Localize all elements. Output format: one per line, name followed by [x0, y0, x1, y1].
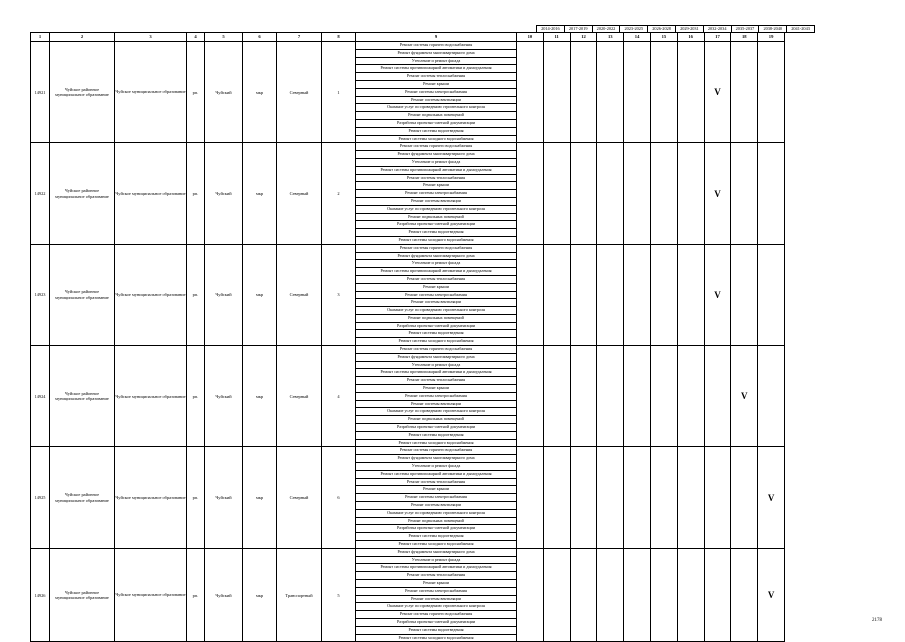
district-cell: Чуйское районное муниципальное образование [50, 143, 115, 244]
period-mark-cell [677, 548, 704, 642]
work-type-cell: Ремонт системы водоотведения [356, 330, 517, 338]
period-mark-cell [650, 548, 677, 642]
period-mark-cell: V [704, 42, 731, 143]
work-type-cell: Ремонт системы холодного водоснабжения [356, 338, 517, 346]
work-type-cell: Ремонт системы электроснабжения [356, 392, 517, 400]
work-type-cell: Ремонт системы вентиляции [356, 197, 517, 205]
work-type-cell: Ремонт крыши [356, 80, 517, 88]
period-mark-cell [650, 447, 677, 548]
locality-type-cell: рп. [187, 447, 205, 548]
column-number-cell: 16 [677, 33, 704, 42]
municipality-cell: Чуйское муниципальное образование [115, 447, 187, 548]
street-cell: Северный [277, 143, 322, 244]
street-type-cell: мкр [243, 447, 277, 548]
work-type-cell: Ремонт системы теплоснабжения [356, 478, 517, 486]
work-type-cell: Разработка проектно-сметной документации [356, 322, 517, 330]
period-header-cell: 2026-2028 [648, 26, 676, 33]
period-mark-cell [704, 548, 731, 642]
work-type-cell: Утепление и ремонт фасада [356, 556, 517, 564]
period-header-cell: 2032-2034 [703, 26, 731, 33]
street-type-cell: мкр [243, 244, 277, 345]
locality-cell: Чуйский [205, 447, 243, 548]
period-mark-cell [624, 548, 651, 642]
record-id-cell: 14923 [31, 244, 50, 345]
municipality-cell: Чуйское муниципальное образование [115, 548, 187, 642]
work-type-cell: Оказание услуг по проведению строительного контроля [356, 509, 517, 517]
period-mark-cell [570, 447, 597, 548]
work-type-cell: Ремонт фундамента многоквартирного дома [356, 151, 517, 159]
period-mark-cell [543, 42, 570, 143]
period-mark-cell [597, 346, 624, 447]
period-mark-cell [570, 244, 597, 345]
work-type-cell: Разработка проектно-сметной документации [356, 221, 517, 229]
work-type-cell: Разработка проектно-сметной документации [356, 618, 517, 626]
period-mark-cell [597, 548, 624, 642]
period-mark-cell [624, 346, 651, 447]
work-type-cell: Ремонт крыши [356, 486, 517, 494]
period-header-cell: 2017-2019 [564, 26, 592, 33]
period-mark-cell [597, 244, 624, 345]
locality-cell: Чуйский [205, 548, 243, 642]
work-type-cell: Ремонт системы вентиляции [356, 96, 517, 104]
period-mark-cell: V [758, 548, 785, 642]
column-number-cell: 18 [731, 33, 758, 42]
table-body [31, 33, 785, 642]
locality-type-cell: рп. [187, 244, 205, 345]
period-mark-cell [731, 42, 758, 143]
column-number-cell: 11 [543, 33, 570, 42]
street-type-cell: мкр [243, 143, 277, 244]
work-type-cell: Оказание услуг по проведению строительного контроля [356, 205, 517, 213]
district-cell: Чуйское районное муниципальное образование [50, 346, 115, 447]
period-mark-cell [597, 42, 624, 143]
period-mark-cell [570, 548, 597, 642]
period-mark-cell [517, 42, 544, 143]
period-header-cell: 2023-2025 [620, 26, 648, 33]
street-type-cell: мкр [243, 42, 277, 143]
period-mark-cell [624, 447, 651, 548]
record-id-cell: 14924 [31, 346, 50, 447]
column-number-cell: 4 [187, 33, 205, 42]
period-mark-cell [704, 447, 731, 548]
locality-type-cell: рп. [187, 346, 205, 447]
period-header-cell: 2014-2016 [537, 26, 565, 33]
column-number-cell: 17 [704, 33, 731, 42]
period-header-cell: 2029-2031 [675, 26, 703, 33]
district-cell: Чуйское районное муниципальное образование [50, 244, 115, 345]
house-number-cell: 3 [322, 244, 356, 345]
record-id-cell: 14925 [31, 447, 50, 548]
column-number-cell: 10 [517, 33, 544, 42]
work-type-cell: Ремонт подвальных помещений [356, 112, 517, 120]
work-type-cell: Ремонт системы холодного водоснабжения [356, 236, 517, 244]
work-type-cell: Разработка проектно-сметной документации [356, 119, 517, 127]
period-mark-cell [517, 346, 544, 447]
period-mark-cell [517, 143, 544, 244]
period-mark-cell: V [731, 346, 758, 447]
period-mark-cell [650, 244, 677, 345]
work-type-cell: Ремонт фундамента многоквартирного дома [356, 455, 517, 463]
period-mark-cell [731, 548, 758, 642]
street-cell: Северный [277, 244, 322, 345]
period-mark-cell [731, 143, 758, 244]
work-type-cell: Ремонт крыши [356, 182, 517, 190]
work-type-cell: Оказание услуг по проведению строительного контроля [356, 408, 517, 416]
capital-repair-table [30, 32, 785, 642]
locality-type-cell: рп. [187, 548, 205, 642]
work-type-cell: Ремонт системы вентиляции [356, 400, 517, 408]
street-cell: Северный [277, 42, 322, 143]
street-cell: Транспортный [277, 548, 322, 642]
period-mark-cell [624, 42, 651, 143]
record-id-cell: 14922 [31, 143, 50, 244]
locality-type-cell: рп. [187, 143, 205, 244]
work-type-cell: Ремонт подвальных помещений [356, 517, 517, 525]
work-type-cell: Ремонт системы противопожарной автоматики и дымоудаления [356, 65, 517, 73]
work-type-cell: Ремонт системы водоотведения [356, 626, 517, 634]
work-type-cell: Утепление и ремонт фасада [356, 361, 517, 369]
work-type-cell: Ремонт фундамента многоквартирного дома [356, 49, 517, 57]
column-number-cell: 2 [50, 33, 115, 42]
period-mark-cell [543, 346, 570, 447]
column-number-cell: 19 [758, 33, 785, 42]
house-number-cell: 1 [322, 42, 356, 143]
period-mark-cell: V [704, 143, 731, 244]
work-type-cell: Ремонт системы вентиляции [356, 502, 517, 510]
work-type-cell: Ремонт системы водоотведения [356, 431, 517, 439]
column-number-row [31, 33, 785, 42]
work-type-cell: Ремонт системы теплоснабжения [356, 377, 517, 385]
work-type-cell: Утепление и ремонт фасада [356, 463, 517, 471]
work-type-cell: Ремонт системы электроснабжения [356, 88, 517, 96]
period-mark-cell [677, 143, 704, 244]
work-type-cell: Ремонт системы холодного водоснабжения [356, 439, 517, 447]
locality-cell: Чуйский [205, 42, 243, 143]
period-mark-cell [677, 346, 704, 447]
work-type-cell: Утепление и ремонт фасада [356, 57, 517, 65]
column-number-cell: 7 [277, 33, 322, 42]
work-type-cell: Ремонт системы водоотведения [356, 533, 517, 541]
street-type-cell: мкр [243, 346, 277, 447]
district-cell: Чуйское районное муниципальное образование [50, 447, 115, 548]
work-type-cell: Ремонт системы противопожарной автоматики и дымоудаления [356, 268, 517, 276]
period-mark-cell [597, 143, 624, 244]
locality-cell: Чуйский [205, 346, 243, 447]
house-number-cell: 6 [322, 447, 356, 548]
period-mark-cell [570, 143, 597, 244]
table-row [31, 548, 785, 556]
period-header-cell: 2041-2043 [787, 26, 815, 33]
period-mark-cell [543, 244, 570, 345]
period-mark-cell [731, 244, 758, 345]
table-row [31, 143, 785, 151]
work-type-cell: Ремонт фундамента многоквартирного дома [356, 252, 517, 260]
municipality-cell: Чуйское муниципальное образование [115, 143, 187, 244]
period-mark-cell [758, 42, 785, 143]
period-mark-cell [517, 548, 544, 642]
work-type-cell: Ремонт системы вентиляции [356, 299, 517, 307]
work-type-cell: Ремонт системы горячего водоснабжения [356, 244, 517, 252]
work-type-cell: Оказание услуг по проведению строительного контроля [356, 104, 517, 112]
work-type-cell: Ремонт системы электроснабжения [356, 494, 517, 502]
period-mark-cell [758, 244, 785, 345]
table-row [31, 244, 785, 252]
locality-type-cell: рп. [187, 42, 205, 143]
street-type-cell: мкр [243, 548, 277, 642]
work-type-cell: Ремонт системы противопожарной автоматики и дымоудаления [356, 369, 517, 377]
work-type-cell: Утепление и ремонт фасада [356, 158, 517, 166]
work-type-cell: Ремонт системы горячего водоснабжения [356, 42, 517, 50]
period-mark-cell [570, 42, 597, 143]
period-mark-cell [677, 447, 704, 548]
column-number-cell: 12 [570, 33, 597, 42]
period-mark-cell [597, 447, 624, 548]
work-type-cell: Ремонт крыши [356, 283, 517, 291]
work-type-cell: Ремонт системы электроснабжения [356, 190, 517, 198]
column-number-cell: 5 [205, 33, 243, 42]
work-type-cell: Оказание услуг по проведению строительного контроля [356, 307, 517, 315]
period-mark-cell [543, 143, 570, 244]
period-mark-cell [758, 346, 785, 447]
street-cell: Северный [277, 447, 322, 548]
work-type-cell: Ремонт подвальных помещений [356, 314, 517, 322]
district-cell: Чуйское районное муниципальное образование [50, 548, 115, 642]
column-number-cell: 8 [322, 33, 356, 42]
period-mark-cell [517, 447, 544, 548]
work-type-cell: Ремонт системы горячего водоснабжения [356, 611, 517, 619]
work-type-cell: Ремонт системы теплоснабжения [356, 73, 517, 81]
table-row [31, 447, 785, 455]
period-mark-cell: V [758, 447, 785, 548]
period-mark-cell [731, 447, 758, 548]
work-type-cell: Ремонт системы теплоснабжения [356, 572, 517, 580]
column-number-cell: 14 [624, 33, 651, 42]
work-type-cell: Ремонт системы теплоснабжения [356, 275, 517, 283]
work-type-cell: Ремонт системы горячего водоснабжения [356, 447, 517, 455]
period-mark-cell [543, 447, 570, 548]
work-type-cell: Ремонт крыши [356, 579, 517, 587]
locality-cell: Чуйский [205, 143, 243, 244]
period-mark-cell [570, 346, 597, 447]
house-number-cell: 5 [322, 548, 356, 642]
page-number: 2178 [872, 618, 882, 623]
work-type-cell: Ремонт системы вентиляции [356, 595, 517, 603]
period-mark-cell [650, 42, 677, 143]
column-number-cell: 9 [356, 33, 517, 42]
work-type-cell: Ремонт системы противопожарной автоматики и дымоудаления [356, 470, 517, 478]
period-mark-cell [650, 143, 677, 244]
work-type-cell: Ремонт системы противопожарной автоматики и дымоудаления [356, 166, 517, 174]
work-type-cell: Оказание услуг по проведению строительного контроля [356, 603, 517, 611]
district-cell: Чуйское районное муниципальное образование [50, 42, 115, 143]
period-mark-cell [704, 346, 731, 447]
column-number-cell: 13 [597, 33, 624, 42]
work-type-cell: Утепление и ремонт фасада [356, 260, 517, 268]
work-type-cell: Ремонт подвальных помещений [356, 416, 517, 424]
period-mark-cell [543, 548, 570, 642]
column-number-cell: 3 [115, 33, 187, 42]
work-type-cell: Ремонт системы холодного водоснабжения [356, 135, 517, 143]
work-type-cell: Ремонт системы водоотведения [356, 229, 517, 237]
work-type-cell: Разработка проектно-сметной документации [356, 525, 517, 533]
column-number-cell: 6 [243, 33, 277, 42]
work-type-cell: Ремонт системы электроснабжения [356, 587, 517, 595]
work-type-cell: Разработка проектно-сметной документации [356, 424, 517, 432]
period-mark-cell [677, 42, 704, 143]
municipality-cell: Чуйское муниципальное образование [115, 244, 187, 345]
column-number-cell: 1 [31, 33, 50, 42]
work-type-cell: Ремонт крыши [356, 385, 517, 393]
locality-cell: Чуйский [205, 244, 243, 345]
period-mark-cell [624, 244, 651, 345]
period-mark-cell [677, 244, 704, 345]
work-type-cell: Ремонт системы водоотведения [356, 127, 517, 135]
column-number-cell: 15 [650, 33, 677, 42]
period-mark-cell [517, 244, 544, 345]
period-mark-cell [650, 346, 677, 447]
work-type-cell: Ремонт фундамента многоквартирного дома [356, 353, 517, 361]
street-cell: Северный [277, 346, 322, 447]
period-header-cell: 2020-2022 [592, 26, 620, 33]
period-header-cell: 2035-2037 [731, 26, 759, 33]
house-number-cell: 4 [322, 346, 356, 447]
municipality-cell: Чуйское муниципальное образование [115, 346, 187, 447]
work-type-cell: Ремонт системы холодного водоснабжения [356, 634, 517, 642]
work-type-cell: Ремонт системы горячего водоснабжения [356, 143, 517, 151]
period-mark-cell [758, 143, 785, 244]
work-type-cell: Ремонт системы горячего водоснабжения [356, 346, 517, 354]
work-type-cell: Ремонт подвальных помещений [356, 213, 517, 221]
house-number-cell: 2 [322, 143, 356, 244]
record-id-cell: 14921 [31, 42, 50, 143]
work-type-cell: Ремонт системы теплоснабжения [356, 174, 517, 182]
work-type-cell: Ремонт системы холодного водоснабжения [356, 541, 517, 549]
municipality-cell: Чуйское муниципальное образование [115, 42, 187, 143]
record-id-cell: 14926 [31, 548, 50, 642]
table-row [31, 42, 785, 50]
period-header-cell: 2038-2040 [759, 26, 787, 33]
work-type-cell: Ремонт системы электроснабжения [356, 291, 517, 299]
table-row [31, 346, 785, 354]
work-type-cell: Ремонт системы противопожарной автоматики и дымоудаления [356, 564, 517, 572]
period-mark-cell: V [704, 244, 731, 345]
period-mark-cell [624, 143, 651, 244]
work-type-cell: Ремонт фундамента многоквартирного дома [356, 548, 517, 556]
